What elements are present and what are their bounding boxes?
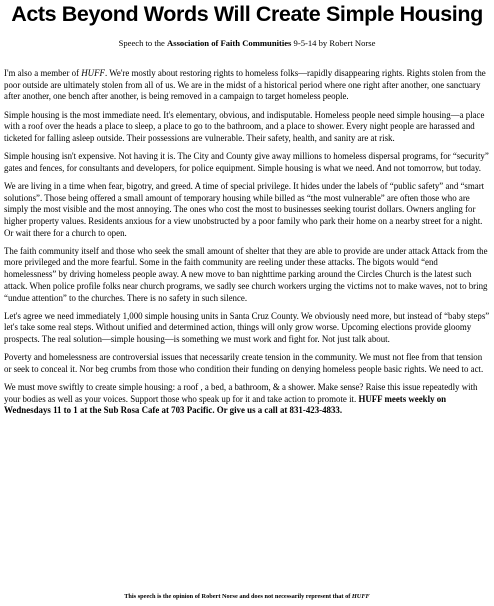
paragraph-1-huff: HUFF	[81, 68, 105, 78]
paragraph-8	[4, 382, 491, 417]
subtitle-prefix: Speech to the	[118, 38, 168, 48]
subtitle-organization: Association of Faith Communities	[167, 38, 292, 48]
paragraph-1-after: . We're mostly about restoring rights to homeless folks—rapidly disappearing rights. Rights stolen from the poor outside are ultimately stolen from all of us. We are in the midst of a historical period where one right after another, one sanctuary after another, one bench after another, is being removed in a campaign to target homeless people.	[4, 68, 486, 102]
subtitle-suffix: 9-5-14 by Robert Norse	[291, 38, 376, 48]
page-subtitle	[0, 38, 494, 49]
paragraph-1-before: I'm also a member of	[4, 68, 82, 78]
paragraph-7: Poverty and homelessness are controversial issues that necessarily create tension in the community. We must not flee from that tension or seek to conceal it. Nor beg crumbs from those who condition their funding on denying homeless people basic rights. We need to act.	[4, 352, 484, 374]
paragraph-3: Simple housing isn't expensive. Not having it is. The City and County give away millions to homeless dispersal programs, for “security” gates and fences, for consultants and developers, for police equipment. Simple housing is what we need. And not tomorrow, but today.	[4, 151, 489, 173]
speech-body	[4, 68, 491, 417]
paragraph-1	[4, 68, 491, 103]
paragraph-4: We are living in a time when fear, bigotry, and greed. A time of special privilege. It hides under the labels of “public safety” and “smart solutions”. Those being offered a small amount of temporary housing while billed as “the most vulnerable” are often those who are simply the most visible and the most annoying. The ones who cost the most to businesses seeking tourist dollars. Owners angling for higher property values. Residents anxious for a view unobstructed by a poor family who park their home on a nearby street for a night. Or wait there for a church to open.	[4, 180, 485, 238]
paragraph-2: Simple housing is the most immediate need. It's elementary, obvious, and indisputable. Homeless people need simple housing—a place with a roof over the heads a place to sleep, a place to go to the bathroom, and a place to shower. Every night people are harassed and ticketed for falling asleep outside. Their possessions are vulnerable. Their safety, health, and sanity are at risk.	[4, 109, 485, 143]
paragraph-5: The faith community itself and those who seek the small amount of shelter that they are able to provide are under attack Attack from the more privileged and the more fearful. Some in the faith community are reeling under these attacks. The bigots would “end homelessness” by driving homeless people away. A new move to ban nighttime parking around the Circles Church is the latest such attack. When police profile folks near church programs, we sadly see church workers urging the victims not to make waves, not to bring “undue attention” to the churches. There is no safety in such silence.	[4, 245, 488, 303]
footer-disclaimer	[0, 592, 494, 601]
paragraph-6: Let's agree we need immediately 1,000 simple housing units in Santa Cruz County. We obviously need more, but instead of “baby steps” let's take some real steps. Without unified and determined action, things will only grow worse. Upcoming elections provide gloomy prospects. The real solution—simple housing—is something we must work and fight for. Not just talk about.	[4, 310, 490, 345]
meeting-info: HUFF meets weekly on Wednesdays 11 to 1 at the Sub Rosa Cafe at 703 Pacific. Or give us a call at 831-423-4833.	[4, 393, 447, 416]
footer-huff: HUFF	[351, 593, 370, 600]
footer-text: This speech is the opinion of Robert Norse and does not necessarily represent that of	[124, 593, 352, 600]
paragraph-8-before: We must move swiftly to create simple housing: a roof , a bed, a bathroom, & a shower. Make sense? Raise this issue repeatedly with your bodies as well as your voices. Support those who speak up for it and take action to promote it.	[4, 381, 478, 404]
page-title: Acts Beyond Words Will Create Simple Housing	[11, 2, 483, 26]
